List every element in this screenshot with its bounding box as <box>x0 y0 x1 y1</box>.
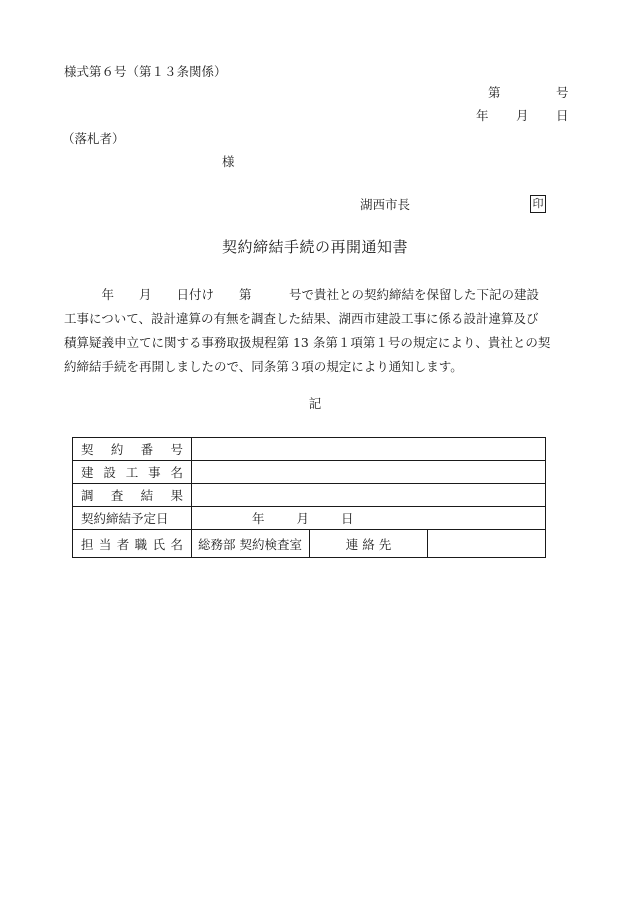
label-char: 者 <box>116 536 130 552</box>
document-number-suffix: 号 <box>556 85 569 100</box>
label-char: 職 <box>134 536 148 552</box>
label-char: 連 <box>345 536 359 552</box>
label-char: 名 <box>170 465 183 480</box>
label-char: 番 <box>140 442 154 457</box>
label-char: 果 <box>170 488 183 503</box>
document-number-label: 第 <box>488 85 501 100</box>
scheduled-date-value[interactable] <box>192 507 546 530</box>
label-char: 号 <box>170 442 183 457</box>
date-day: 日 <box>556 108 569 123</box>
contract-number-label <box>73 438 192 461</box>
scheduled-year: 年 <box>252 511 265 526</box>
recipient-honorific: 様 <box>222 154 235 169</box>
investigation-result-value[interactable] <box>192 484 546 507</box>
body-line: 積算疑義申立てに関する事務取扱規程第 13 条第１項第１号の規定により、貴社との契 <box>64 335 551 350</box>
body-text <box>64 283 574 379</box>
body-line: 年 月 日付け 第 号で貴社との契約締結を保留した下記の建設 <box>64 287 540 302</box>
table-row <box>73 530 546 558</box>
construction-name-value[interactable] <box>192 461 546 484</box>
date-month: 月 <box>516 108 529 123</box>
label-char: 当 <box>98 536 112 552</box>
table-row <box>73 484 546 507</box>
ki-heading: 記 <box>308 396 322 411</box>
label-char: 設 <box>103 465 116 480</box>
investigation-result-label <box>73 484 192 507</box>
construction-name-label <box>73 461 192 484</box>
table-row <box>73 438 546 461</box>
person-in-charge-label <box>73 530 192 558</box>
label-char: 先 <box>378 536 392 552</box>
label-char: 氏 <box>152 536 166 552</box>
label-char: 調 <box>81 488 94 503</box>
recipient-label: （落札者） <box>62 131 125 146</box>
form-number: 様式第６号（第１３条関係） <box>64 64 227 79</box>
seal-mark: 印 <box>530 195 546 213</box>
label-char: 事 <box>148 465 161 480</box>
label-char: 約 <box>110 442 124 457</box>
label-char: 査 <box>110 488 124 503</box>
contact-label <box>310 530 428 558</box>
contract-number-value[interactable] <box>192 438 546 461</box>
label-char: 結 <box>140 488 154 503</box>
body-line: 工事について、設計違算の有無を調査した結果、湖西市建設工事に係る設計違算及び <box>64 311 539 326</box>
date-year: 年 <box>476 108 489 123</box>
label-char: 契 <box>81 442 94 457</box>
sender-name: 湖西市長 <box>360 197 411 212</box>
table-row <box>73 507 546 530</box>
details-table <box>72 437 546 558</box>
document-title: 契約締結手続の再開通知書 <box>221 238 408 256</box>
scheduled-date-label: 契約締結予定日 <box>73 507 192 530</box>
label-char: 絡 <box>362 536 375 552</box>
scheduled-month: 月 <box>296 511 310 526</box>
label-char: 名 <box>170 536 183 552</box>
label-char: 建 <box>81 465 94 480</box>
label-char: 工 <box>125 465 139 480</box>
scheduled-day: 日 <box>341 511 354 526</box>
person-in-charge-value[interactable]: 総務部 契約検査室 <box>192 530 310 558</box>
table-row <box>73 461 546 484</box>
body-line: 約締結手続を再開しましたので、同条第３項の規定により通知します。 <box>64 359 463 374</box>
label-char: 担 <box>81 536 94 552</box>
contact-value[interactable] <box>428 530 546 558</box>
